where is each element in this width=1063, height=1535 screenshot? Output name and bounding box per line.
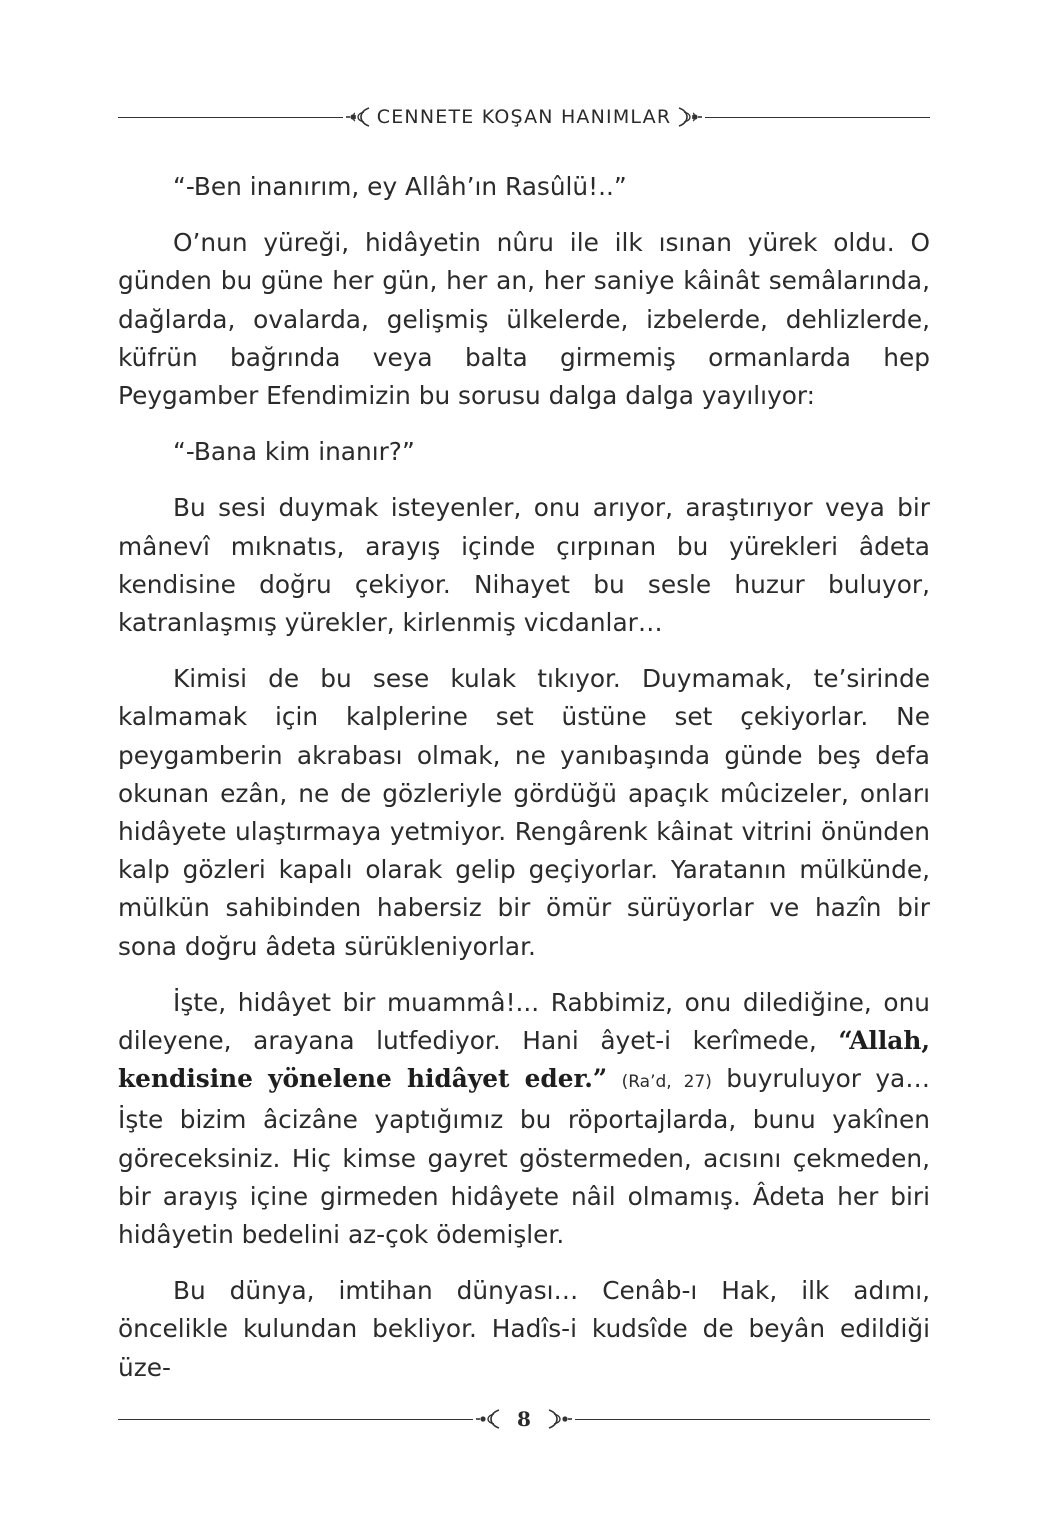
text-paragraph-with-verse: [118, 984, 930, 1254]
page-footer: [118, 1402, 930, 1436]
text-paragraph: Bu dünya, imtihan dünyası… Cenâb-ı Hak, ilk adımı, öncelikle kulundan bekliyor. Hadîs-i kudsîde de beyân edildiği üze-: [118, 1276, 930, 1382]
text-paragraph: Bu sesi duymak isteyenler, onu arıyor, araştırıyor veya bir mânevî mıknatıs, arayış içinde çırpınan bu yürekleri âdeta kendisine doğru çekiyor. Nihayet bu sesle huzur buluyor, katranlaşmış yürekler, kirlenmiş vicdanlar…: [118, 493, 930, 638]
text-paragraph: O’nun yüreği, hidâyetin nûru ile ilk ısınan yürek oldu. O günden bu güne her gün, her an, her saniye kâinât semâlarında, dağlarda, ovalarda, gelişmiş ülkelerde, izbelerde, dehlizlerde, küfrün bağrında veya balta girmemiş ormanlarda hep Peygamber Efendimizin bu sorusu dalga dalga yayılıyor:: [118, 228, 930, 411]
ornament-left-icon: [345, 104, 371, 130]
quote-paragraph: “-Bana kim inanır?”: [173, 437, 415, 467]
running-header: [118, 100, 930, 134]
ornament-left-icon: [475, 1406, 501, 1432]
header-rule-left: [118, 117, 343, 118]
ornament-right-icon: [677, 104, 703, 130]
verse-quote: “Allah, kendisine yönelene hidâyet eder.”: [118, 1026, 930, 1094]
page-number: 8: [517, 1407, 531, 1431]
verse-citation: (Ra’d, 27): [621, 1072, 712, 1093]
footer-rule-right: [575, 1419, 930, 1420]
verse-lead-text: İşte, hidâyet bir muammâ!... Rabbimiz, onu dilediğine, onu dileyene, arayana lutfediyor. Hani âyet-i kerîmede,: [118, 987, 930, 1056]
ornament-right-icon: [547, 1406, 573, 1432]
text-paragraph: Kimisi de bu sese kulak tıkıyor. Duymamak, te’sirinde kalmamak için kalplerine set üstüne set çekiyorlar. Ne peygamberin akrabası olmak, ne yanıbaşında günde beş defa okunan ezân, ne de gözleriyle gördüğü apaçık mûcizeler, onları hidâyete ulaştırmaya yetmiyor. Rengârenk kâinat vitrini önünden kalp gözleri kapalı olarak gelip geçiyorlar. Yaratanın mülkünde, mülkün sahibinden habersiz bir ömür sürüyorlar ve hazîn bir sona doğru âdeta sürükleniyorlar.: [118, 664, 930, 961]
quote-paragraph: “-Ben inanırım, ey Allâh’ın Rasûlü!..”: [173, 172, 627, 201]
verse-trail-text: buyruluyor ya… İşte bizim âcizâne yaptığımız bu röportajlarda, bunu yakînen göreceksiniz. Hiç kimse gayret göstermeden, acısını çekmeden, bir arayış içine girmeden hidâyete nâil olmamış. Âdeta her biri hidâyetin bedelini az-çok ödemişler.: [118, 1064, 930, 1250]
header-title: CENNETE KOŞAN HANIMLAR: [376, 106, 672, 128]
body-text: [118, 168, 930, 1405]
footer-rule-left: [118, 1419, 473, 1420]
header-rule-right: [705, 117, 930, 118]
